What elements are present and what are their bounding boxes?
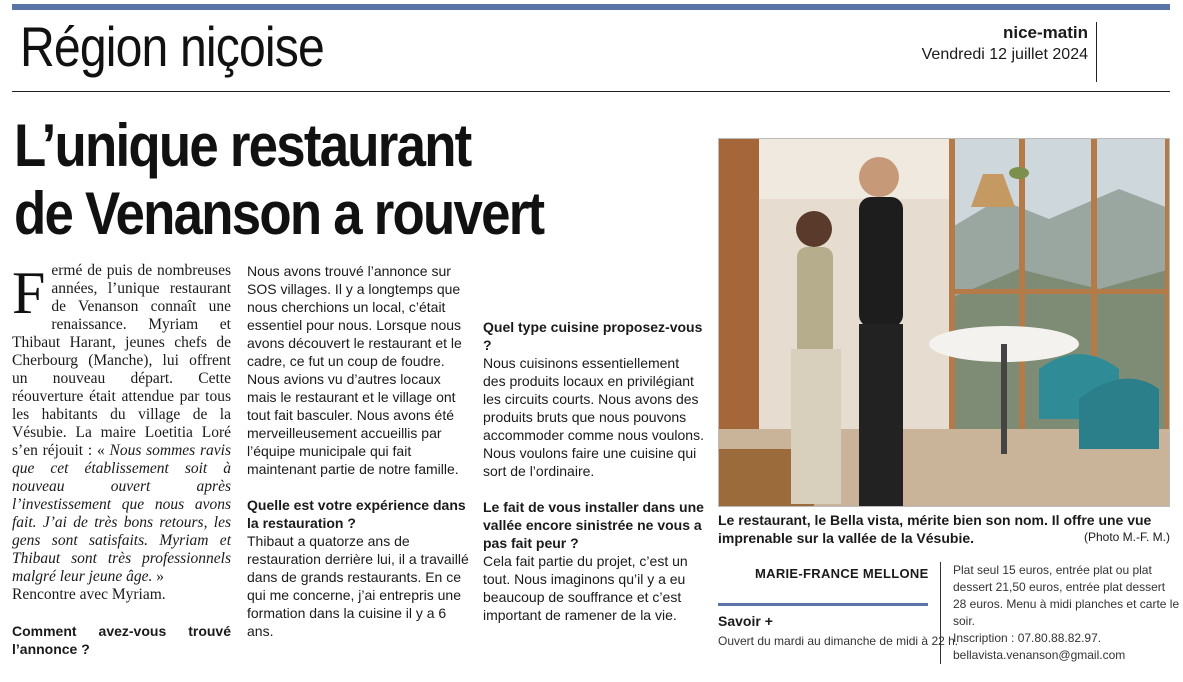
section-title: Région niçoise — [20, 15, 324, 78]
answer-2: Thibaut a quatorze ans de restauration derrière lui, il a travaillé dans de grands restaurants. En ce qui me concerne, j’ai entrepris une formation dans la cuisine il y a 6 ans. — [247, 533, 469, 639]
quote-close: » — [152, 568, 164, 585]
savoir-divider — [718, 603, 928, 606]
issue-date: Vendredi 12 juillet 2024 — [921, 46, 1088, 63]
headline — [14, 112, 543, 248]
article-column-2 — [247, 262, 469, 640]
email-text: bellavista.venanson@gmail.com — [953, 648, 1126, 662]
answer-1: Nous avons trouvé l’annonce sur SOS villages. Il y a longtemps que nous cherchions un local, c’était essentiel pour nous. Lorsque nous avons découvert le restaurant et le cadre, ce fut un coup de foudre. Nous avions vu d’autres locaux mais le restaurant et le village ont tout fait basculer. Nous avons été merveilleusement accueillis par l’équipe municipale qui fait maintenant partie de notre famille. — [247, 263, 462, 477]
savoir-title: Savoir + — [718, 613, 773, 629]
article-column-1 — [12, 262, 231, 658]
answer-2-part — [247, 532, 469, 640]
prices-text: Plat seul 15 euros, entrée plat ou plat dessert 21,50 euros, entrée plat dessert 28 euros. Menu à midi planches et carte le soir. — [953, 563, 1180, 628]
answer-4: Cela fait partie du projet, c’est un tout. Nous imaginons qu’il y a eu beaucoup de souffrance et c’est important de ramener de la vie. — [483, 553, 688, 623]
photo-caption: Le restaurant, le Bella vista, mérite bien son nom. Il offre une vue imprenable sur la vallée de la Vésubie. — [718, 512, 1152, 546]
mayor-quote: Nous sommes ravis que cet établissement soit à nouveau ouvert après l’investissement que nous avons fait. J’ai de très bons retours, les gens sont satisfaits. Myriam et Thibaut sont très professionnels malgré leur jeune âge. — [12, 442, 232, 585]
question-1: Comment avez-vous trouvé l’annonce ? — [12, 623, 231, 657]
lead-end: Rencontre avec Myriam. — [12, 586, 166, 603]
header-divider — [12, 91, 1170, 92]
question-2: Quelle est votre expérience dans la restauration ? — [247, 497, 466, 531]
headline-line-2: de Venanson a rouvert — [14, 180, 544, 247]
answer-3: Nous cuisinons essentiellement des produits locaux en privilégiant les circuits courts. Nous avons des produits bruts que nous pouvons accommoder comme nous voulons. Nous voulons faire une cuisine qui sort de l’ordinaire. — [483, 355, 704, 479]
article-column-3 — [483, 262, 705, 624]
masthead — [922, 22, 1097, 82]
opening-hours: Ouvert du mardi au dimanche de midi à 22 h. — [718, 634, 959, 648]
restaurant-photo — [718, 138, 1170, 507]
photo-credit: (Photo M.-F. M.) — [1083, 530, 1170, 544]
newspaper-name: nice-matin — [1002, 23, 1088, 42]
drop-cap: F — [12, 260, 46, 326]
info-sidebar — [940, 562, 1180, 664]
restaurant-photo-image — [719, 139, 1170, 507]
question-3: Quel type cuisine proposez-vous ? — [483, 319, 703, 353]
author-byline: MARIE-FRANCE MELLONE — [755, 566, 929, 581]
headline-line-1: L’unique restaurant — [14, 112, 471, 179]
question-4: Le fait de vous installer dans une vallée encore sinistrée ne vous a pas fait peur ? — [483, 499, 704, 551]
phone-text: Inscription : 07.80.88.82.97. — [953, 631, 1102, 645]
lead-paragraph: ermé de puis de nombreuses années, l’unique restaurant de Venanson connaît une renaissance. Myriam et Thibaut Harant, jeunes chefs de Cherbourg (Manche), lui offrent un nouveau départ. Cette réouverture était attendue par tous les habitants du village de la Vésubie. La maire Loetitia Loré s’en réjouit : « — [12, 262, 231, 459]
